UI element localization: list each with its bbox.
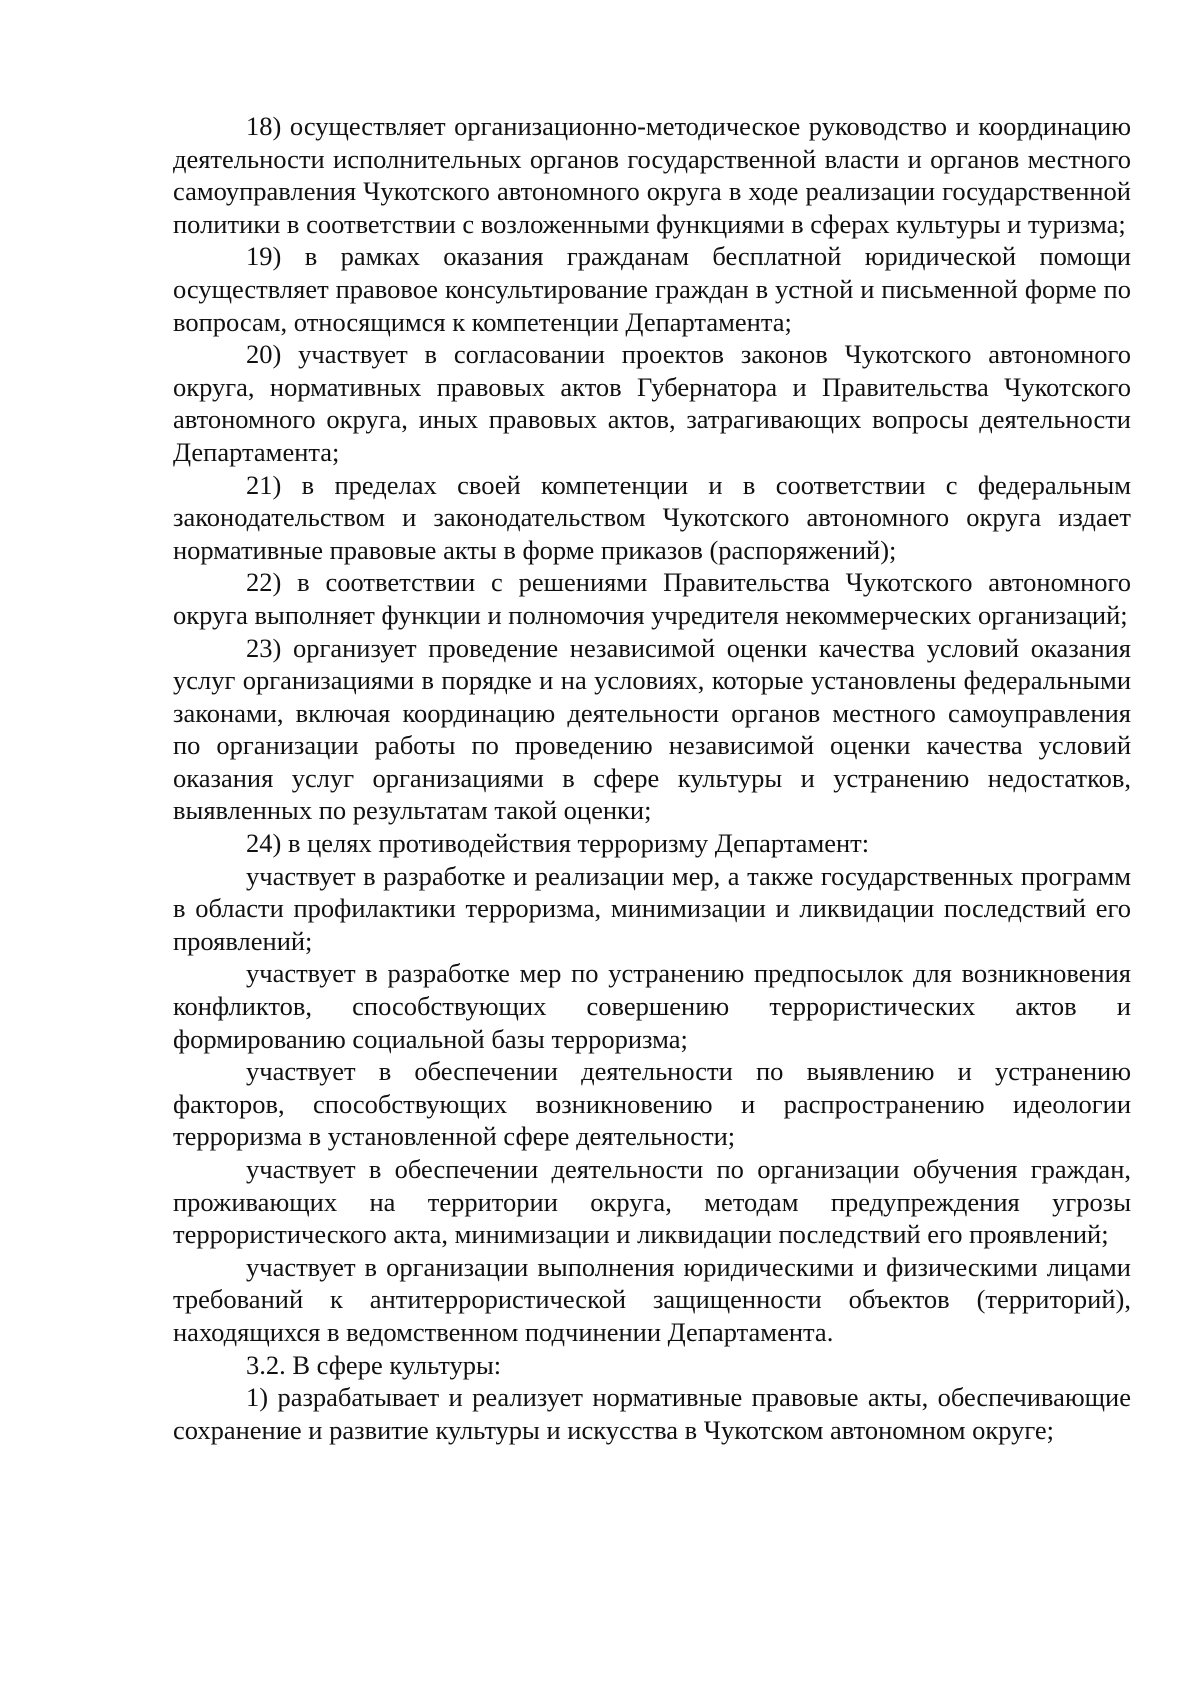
paragraph-item-24: 24) в целях противодействия терроризму Департамент: — [246, 828, 870, 859]
paragraph-subitem-prevention-programs: участвует в разработке и реализации мер, а также государственных программ в области профилактики терроризма, минимизации и ликвидации последствий его проявлений; — [173, 860, 1131, 956]
paragraph-subitem-conflict-prevention: участвует в разработке мер по устранению предпосылок для возникновения конфликтов, способствующих совершению террористических актов и формированию социальной базы терроризма; — [173, 958, 1131, 1054]
paragraph-subitem-facility-protection: участвует в организации выполнения юридическими и физическими лицами требований к антитеррористической защищенности объектов (территорий), находящихся в ведомственном подчинении Департамента. — [173, 1251, 1131, 1347]
paragraph-item-19: 19) в рамках оказания гражданам бесплатной юридической помощи осуществляет правовое консультирование граждан в устной и письменной форме по вопросам, относящимся к компетенции Департамента; — [173, 241, 1131, 337]
paragraph-item-23: 23) организует проведение независимой оценки качества условий оказания услуг организациями в порядке и на условиях, которые установлены федеральными законами, включая координацию деятельности органов местного самоуправления по организации работы по проведению независимой оценки качества условий оказания услуг организациями в сфере культуры и устранению недостатков, выявленных по результатам такой оценки; — [173, 632, 1131, 826]
paragraph-item-20: 20) участвует в согласовании проектов законов Чукотского автономного округа, нормативных правовых актов Губернатора и Правительства Чукотского автономного округа, иных правовых актов, затрагивающих вопросы деятельности Департамента; — [173, 339, 1131, 467]
paragraph-subitem-citizen-training: участвует в обеспечении деятельности по организации обучения граждан, проживающих на территории округа, методам предупреждения угрозы террористического акта, минимизации и ликвидации последствий его проявлений; — [173, 1154, 1131, 1250]
document-page — [173, 110, 1131, 1446]
paragraph-item-22: 22) в соответствии с решениями Правительства Чукотского автономного округа выполняет функции и полномочия учредителя некоммерческих организаций; — [173, 567, 1131, 630]
paragraph-culture-item-1: 1) разрабатывает и реализует нормативные правовые акты, обеспечивающие сохранение и развитие культуры и искусства в Чукотском автономном округе; — [173, 1382, 1131, 1445]
section-heading-culture: 3.2. В сфере культуры: — [246, 1349, 502, 1380]
paragraph-item-21: 21) в пределах своей компетенции и в соответствии с федеральным законодательством и законодательством Чукотского автономного округа издает нормативные правовые акты в форме приказов (распоряжений); — [173, 469, 1131, 565]
paragraph-item-18: 18) осуществляет организационно-методическое руководство и координацию деятельности исполнительных органов государственной власти и органов местного самоуправления Чукотского автономного округа в ходе реализации государственной политики в соответствии с возложенными функциями в сферах культуры и туризма; — [173, 111, 1131, 239]
paragraph-subitem-ideology-factors: участвует в обеспечении деятельности по выявлению и устранению факторов, способствующих возникновению и распространению идеологии терроризма в установленной сфере деятельности; — [173, 1056, 1131, 1152]
